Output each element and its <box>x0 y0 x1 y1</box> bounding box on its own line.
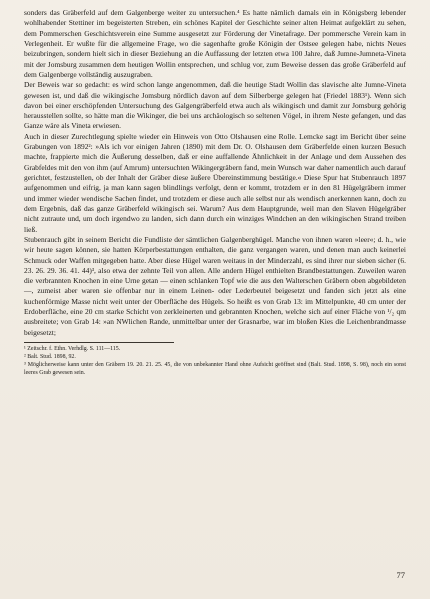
paragraph-2: Der Beweis war so gedacht: es wird schon lange angenommen, daß die heutige Stadt Wollin das slavische alte Jumne-Vineta gewesen ist, und daß die wikingische Jomsburg nördlich davon auf dem Silberberge gelegen hat (Friedel 1883¹). Wenn sich davon bei einer erschöpfenden Untersuchung des Galgengräberfeld etwa auch als wikingisch und damit zur Jomsburg gehörig herausstellen sollte, so hätte man die Wikinger, die bei uns archäologisch so seltenen Vögel, in ihrem Neste gefangen, und das Ganze wäre als Vineta erwiesen. <box>24 80 406 131</box>
paragraph-4: Stubenrauch gibt in seinem Bericht die Fundliste der sämtlichen Galgenberghügel. Manche von ihnen waren »leer«; d. h., wie wir heute sagen können, sie hatten Körperbestattungen enthalten, die ganz vergangen waren, und denen man auch keinerlei Schmuck oder Waffen mitgegeben hatte. Aber diese Hügel waren weitaus in der Minderzahl, es sind ihrer nur sieben sicher (6. 23. 26. 29. 36. 41. 44)³, also etwa der zehnte Teil von allen. Alle andern Hügel enthielten Brandbestattungen. Zuweilen waren die verbrannten Knochen in eine Urne getan — einen schlanken Topf wie die aus den Walterschen Gräbern oben abgebildeten —, zumeist aber waren sie offenbar nur in einem Leinen- oder Lederbeutel beigesetzt und fanden sich jetzt als eine kuchenförmige Masse nicht weit unter der Oberfläche des Hügels. So heißt es von Grab 13: im Mittelpunkte, 40 cm unter der Erdoberfläche, eine 20 cm starke Schicht von zerkleinerten und gebrannten Knochen, welche sich auf einer Fläche von ¹/₂ qm ausbreitete; von Grab 14: »an NWlichen Rande, unmittelbar unter der Grasnarbe, war im bloßen Kies die Leichenbrandmasse beigesetzt; <box>24 234 406 337</box>
footnote-3: ³ Möglicherweise kann unter den Gräbern 19. 20. 21. 25. 45, die von unbekannter Hand ohne Aufsicht geöffnet sind (Balt. Stud. 1898, S. 98), noch ein sonst leeres Grab gewesen sein. <box>24 361 406 376</box>
footnotes <box>24 346 406 378</box>
body-text <box>24 8 406 338</box>
page-number: 77 <box>396 570 405 580</box>
paragraph-3: Auch in dieser Zurechtlegung spielte wieder ein Hinweis von Otto Olshausen eine Rolle. Lemcke sagt im Bericht über seine Grabungen von 1892²: »Als ich vor einigen Jahren (1890) mit dem Dr. O. Olshausen dem Gräberfelde einen kurzen Besuch machte, frappierte mich die Äußerung desselben, daß er eine auffallende Ähnlichkeit in der Anlage und dem Aussehen des Grabfeldes mit den von ihm (auf Amrum) untersuchten Wikingergräbern fand, mein Wunsch war daher namentlich auch darauf gerichtet, festzustellen, ob der Inhalt der Gräber diese äußere Übereinstimmung bestätige.« Diese Spur hat Stubenrauch 1897 aufgenommen und eifrig, ja man kann sagen blindlings verfolgt, denn er kommt, trotzdem er in den 81 Hügelgräbern immer und immer wieder wendische Sachen findet, und trotzdem er diese auch alle selbst nur als wendisch anerkennen kann, doch zu dem Ergebnis, daß das ganze Gräberfeld wikingisch sei. Warum? Aus dem Hauptgrunde, weil man den Slaven Hügelgräber nicht zutraute und, um doch irgendwo zu landen, sich dann durch ein winziges Windchen an den wikingischen Strand treiben ließ. <box>24 131 406 234</box>
footnote-2: ² Balt. Stud. 1898, 92. <box>24 353 76 360</box>
footnote-divider <box>24 342 174 343</box>
footnote-1: ¹ Zeitschr. f. Ethn. Verhdlg. S. 111—115. <box>24 346 121 352</box>
paragraph-1: sonders das Gräberfeld auf dem Galgenberge weiter zu untersuchen.⁴ Es hatte nämlich damals ein in Königsberg lebender wohlhabender Stettiner im begeisterten Streben, ein schönes Kapitel der Geschichte seiner alten Heimat aufgeklärt zu sehen, dem Pommerschen Geschichtsverein eine Summe ausgesetzt zur Förderung der Vinetafrage. Der pommersche Verein kam in Verlegenheit. Er wußte für die allgemeine Frage, wo die sagenhafte große Königin der Ostsee gelegen habe, nichts Neues beizubringen, sondern hielt sich in dieser Beziehung an die Auffassung der letzten etwa 100 Jahre, daß Jumne-Jumneta-Vineta mit der Jomsburg zusammen dem heutigen Wollin entsprechen, und schlug vor, zum Beweise dessen das große Gräberfeld auf dem Galgenberge vollständig auszugraben. <box>24 8 406 79</box>
